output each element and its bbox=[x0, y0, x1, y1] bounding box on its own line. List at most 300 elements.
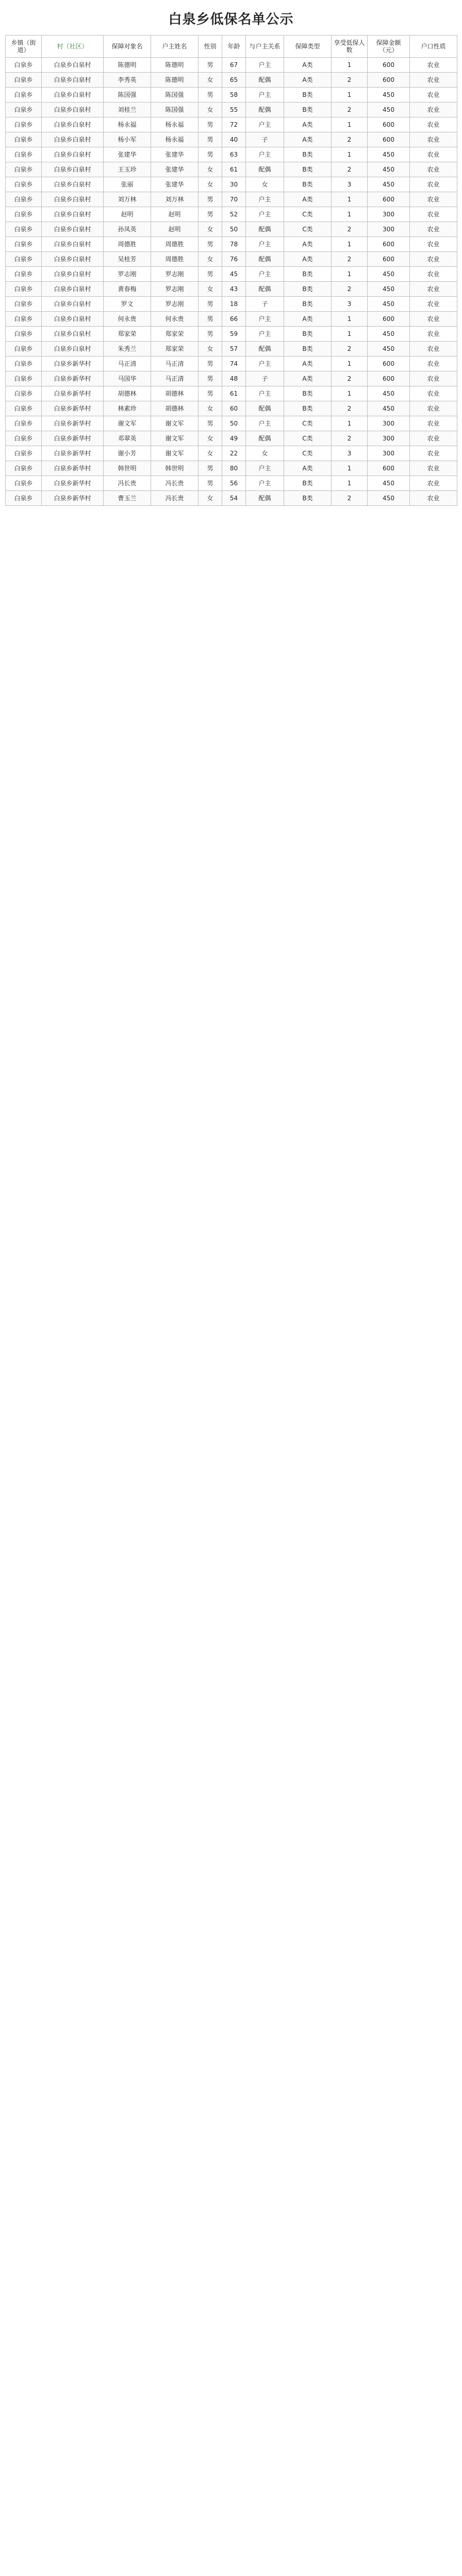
table-cell: 农业 bbox=[410, 357, 457, 371]
table-cell: 白泉乡 bbox=[6, 58, 42, 73]
table-row bbox=[6, 476, 457, 491]
table-cell: 450 bbox=[368, 147, 410, 162]
table-cell: 户主 bbox=[246, 117, 284, 132]
table-cell: 白泉乡新华村 bbox=[42, 476, 104, 491]
table-cell: 农业 bbox=[410, 446, 457, 461]
table-cell: 农业 bbox=[410, 371, 457, 386]
table-cell: 配偶 bbox=[246, 73, 284, 88]
table-cell: 600 bbox=[368, 73, 410, 88]
table-cell: 59 bbox=[222, 327, 246, 342]
table-cell: 白泉乡 bbox=[6, 357, 42, 371]
table-cell: 配偶 bbox=[246, 401, 284, 416]
table-cell: 2 bbox=[332, 401, 368, 416]
table-cell: 杨永福 bbox=[151, 117, 199, 132]
table-cell: 农业 bbox=[410, 327, 457, 342]
table-cell: 300 bbox=[368, 446, 410, 461]
table-cell: 女 bbox=[199, 491, 222, 506]
table-cell: 杨小军 bbox=[104, 132, 151, 147]
table-row bbox=[6, 386, 457, 401]
table-cell: 1 bbox=[332, 267, 368, 282]
table-cell: 22 bbox=[222, 446, 246, 461]
column-header: 保障类型 bbox=[284, 36, 332, 58]
table-cell: 白泉乡新华村 bbox=[42, 491, 104, 506]
column-header: 年龄 bbox=[222, 36, 246, 58]
table-cell: 300 bbox=[368, 222, 410, 237]
table-cell: 白泉乡新华村 bbox=[42, 401, 104, 416]
table-cell: 600 bbox=[368, 461, 410, 476]
table-cell: A类 bbox=[284, 252, 332, 267]
table-cell: 男 bbox=[199, 371, 222, 386]
table-cell: 300 bbox=[368, 207, 410, 222]
table-cell: A类 bbox=[284, 117, 332, 132]
table-cell: 农业 bbox=[410, 132, 457, 147]
table-cell: 48 bbox=[222, 371, 246, 386]
table-cell: 张建华 bbox=[151, 147, 199, 162]
table-cell: 农业 bbox=[410, 103, 457, 117]
table-cell: 马正清 bbox=[151, 371, 199, 386]
table-cell: 农业 bbox=[410, 461, 457, 476]
table-cell: 刘桂兰 bbox=[104, 103, 151, 117]
table-cell: 户主 bbox=[246, 327, 284, 342]
table-cell: 白泉乡新华村 bbox=[42, 461, 104, 476]
table-cell: 户主 bbox=[246, 267, 284, 282]
table-cell: 子 bbox=[246, 371, 284, 386]
table-cell: 65 bbox=[222, 73, 246, 88]
table-cell: 周德胜 bbox=[151, 252, 199, 267]
table-cell: 43 bbox=[222, 282, 246, 297]
table-row bbox=[6, 297, 457, 312]
table-cell: 2 bbox=[332, 73, 368, 88]
table-cell: 白泉乡新华村 bbox=[42, 386, 104, 401]
table-cell: B类 bbox=[284, 88, 332, 103]
table-cell: 72 bbox=[222, 117, 246, 132]
table-cell: 白泉乡 bbox=[6, 491, 42, 506]
table-cell: 80 bbox=[222, 461, 246, 476]
table-cell: 男 bbox=[199, 461, 222, 476]
table-cell: 杨永福 bbox=[151, 132, 199, 147]
table-cell: 50 bbox=[222, 416, 246, 431]
table-cell: 54 bbox=[222, 491, 246, 506]
table-cell: 何永贵 bbox=[104, 312, 151, 327]
table-cell: 陈德明 bbox=[151, 58, 199, 73]
table-cell: 刘万林 bbox=[151, 192, 199, 207]
table-cell: 白泉乡新华村 bbox=[42, 371, 104, 386]
table-cell: 1 bbox=[332, 312, 368, 327]
table-cell: 男 bbox=[199, 117, 222, 132]
table-cell: 女 bbox=[199, 103, 222, 117]
table-cell: 300 bbox=[368, 431, 410, 446]
table-cell: 陈德明 bbox=[104, 58, 151, 73]
table-cell: 冯长贵 bbox=[151, 491, 199, 506]
table-cell: 女 bbox=[199, 401, 222, 416]
table-cell: B类 bbox=[284, 177, 332, 192]
table-cell: 马国华 bbox=[104, 371, 151, 386]
table-cell: 55 bbox=[222, 103, 246, 117]
table-cell: 陈德明 bbox=[151, 73, 199, 88]
table-cell: 冯长贵 bbox=[151, 476, 199, 491]
table-cell: 白泉乡白泉村 bbox=[42, 177, 104, 192]
table-cell: 白泉乡 bbox=[6, 237, 42, 252]
table-cell: 冯长贵 bbox=[104, 476, 151, 491]
table-cell: 邓翠英 bbox=[104, 431, 151, 446]
table-row bbox=[6, 312, 457, 327]
table-cell: 配偶 bbox=[246, 103, 284, 117]
table-cell: 白泉乡 bbox=[6, 297, 42, 312]
table-cell: 子 bbox=[246, 297, 284, 312]
table-cell: 户主 bbox=[246, 237, 284, 252]
table-cell: B类 bbox=[284, 147, 332, 162]
table-cell: 罗文 bbox=[104, 297, 151, 312]
table-cell: 郑家荣 bbox=[151, 342, 199, 357]
table-cell: 吴桂芳 bbox=[104, 252, 151, 267]
table-row bbox=[6, 282, 457, 297]
table-row bbox=[6, 401, 457, 416]
table-cell: 1 bbox=[332, 416, 368, 431]
table-cell: 白泉乡 bbox=[6, 177, 42, 192]
table-cell: 女 bbox=[199, 431, 222, 446]
table-row bbox=[6, 267, 457, 282]
table-cell: 农业 bbox=[410, 491, 457, 506]
table-cell: 450 bbox=[368, 103, 410, 117]
table-cell: 赵明 bbox=[151, 222, 199, 237]
table-cell: 男 bbox=[199, 386, 222, 401]
table-cell: 白泉乡新华村 bbox=[42, 446, 104, 461]
table-cell: C类 bbox=[284, 222, 332, 237]
table-cell: 农业 bbox=[410, 342, 457, 357]
table-cell: 女 bbox=[199, 282, 222, 297]
table-cell: 450 bbox=[368, 327, 410, 342]
table-cell: 1 bbox=[332, 327, 368, 342]
table-cell: 农业 bbox=[410, 222, 457, 237]
table-cell: A类 bbox=[284, 357, 332, 371]
table-cell: 男 bbox=[199, 132, 222, 147]
table-cell: 白泉乡白泉村 bbox=[42, 73, 104, 88]
table-cell: 白泉乡白泉村 bbox=[42, 237, 104, 252]
table-cell: 配偶 bbox=[246, 431, 284, 446]
table-cell: B类 bbox=[284, 282, 332, 297]
table-cell: 白泉乡 bbox=[6, 282, 42, 297]
column-header: 户口性质 bbox=[410, 36, 457, 58]
page-title: 白泉乡低保名单公示 bbox=[168, 12, 294, 27]
table-row bbox=[6, 491, 457, 506]
table-cell: 配偶 bbox=[246, 282, 284, 297]
column-header: 保障金额（元） bbox=[368, 36, 410, 58]
table-cell: 农业 bbox=[410, 267, 457, 282]
table-cell: 户主 bbox=[246, 192, 284, 207]
table-cell: 农业 bbox=[410, 88, 457, 103]
table-cell: 男 bbox=[199, 297, 222, 312]
column-header: 与户主关系 bbox=[246, 36, 284, 58]
table-cell: 60 bbox=[222, 401, 246, 416]
table-cell: 户主 bbox=[246, 147, 284, 162]
table-cell: 罗志刚 bbox=[151, 282, 199, 297]
table-cell: 农业 bbox=[410, 416, 457, 431]
table-cell: 白泉乡 bbox=[6, 461, 42, 476]
table-cell: 郑家荣 bbox=[104, 327, 151, 342]
table-cell: 何永贵 bbox=[151, 312, 199, 327]
table-cell: 农业 bbox=[410, 476, 457, 491]
table-cell: 曹玉兰 bbox=[104, 491, 151, 506]
table-cell: 农业 bbox=[410, 312, 457, 327]
table-cell: 张建华 bbox=[151, 162, 199, 177]
page bbox=[5, 0, 457, 506]
table-cell: 张建华 bbox=[151, 177, 199, 192]
table-cell: 男 bbox=[199, 416, 222, 431]
table-body bbox=[6, 58, 457, 506]
table-cell: 白泉乡新华村 bbox=[42, 416, 104, 431]
table-cell: 白泉乡 bbox=[6, 73, 42, 88]
table-cell: 白泉乡 bbox=[6, 401, 42, 416]
table-cell: 白泉乡 bbox=[6, 267, 42, 282]
table-cell: 58 bbox=[222, 88, 246, 103]
table-cell: 50 bbox=[222, 222, 246, 237]
table-header-row bbox=[6, 36, 457, 58]
table-cell: 45 bbox=[222, 267, 246, 282]
table-cell: 朱秀兰 bbox=[104, 342, 151, 357]
table-row bbox=[6, 177, 457, 192]
table-cell: 杨永福 bbox=[104, 117, 151, 132]
table-cell: 白泉乡白泉村 bbox=[42, 162, 104, 177]
table-cell: 农业 bbox=[410, 192, 457, 207]
table-cell: 男 bbox=[199, 147, 222, 162]
table-cell: A类 bbox=[284, 312, 332, 327]
table-cell: 白泉乡 bbox=[6, 252, 42, 267]
table-cell: 白泉乡 bbox=[6, 416, 42, 431]
table-cell: 白泉乡白泉村 bbox=[42, 192, 104, 207]
table-cell: 女 bbox=[246, 177, 284, 192]
table-cell: A类 bbox=[284, 192, 332, 207]
table-cell: 陈国强 bbox=[104, 88, 151, 103]
table-cell: 600 bbox=[368, 371, 410, 386]
table-cell: 600 bbox=[368, 132, 410, 147]
table-cell: 600 bbox=[368, 58, 410, 73]
table-cell: 白泉乡 bbox=[6, 342, 42, 357]
table-cell: 49 bbox=[222, 431, 246, 446]
table-cell: 谢小芳 bbox=[104, 446, 151, 461]
table-cell: 78 bbox=[222, 237, 246, 252]
table-cell: B类 bbox=[284, 401, 332, 416]
table-cell: 1 bbox=[332, 237, 368, 252]
table-cell: 胡德林 bbox=[151, 401, 199, 416]
table-cell: 白泉乡新华村 bbox=[42, 431, 104, 446]
table-cell: 男 bbox=[199, 327, 222, 342]
table-cell: 白泉乡 bbox=[6, 103, 42, 117]
table-cell: 户主 bbox=[246, 357, 284, 371]
table-cell: 2 bbox=[332, 252, 368, 267]
table-cell: 女 bbox=[199, 446, 222, 461]
table-cell: 76 bbox=[222, 252, 246, 267]
table-cell: 450 bbox=[368, 88, 410, 103]
table-cell: 450 bbox=[368, 297, 410, 312]
table-cell: 子 bbox=[246, 132, 284, 147]
table-cell: B类 bbox=[284, 386, 332, 401]
table-row bbox=[6, 431, 457, 446]
table-cell: 农业 bbox=[410, 282, 457, 297]
table-cell: 张建华 bbox=[104, 147, 151, 162]
table-cell: 2 bbox=[332, 103, 368, 117]
table-cell: 陈国强 bbox=[151, 103, 199, 117]
table-cell: 1 bbox=[332, 461, 368, 476]
table-cell: B类 bbox=[284, 491, 332, 506]
table-cell: 赵明 bbox=[104, 207, 151, 222]
table-cell: 450 bbox=[368, 386, 410, 401]
table-cell: 赵明 bbox=[151, 207, 199, 222]
table-cell: C类 bbox=[284, 446, 332, 461]
table-cell: 白泉乡 bbox=[6, 132, 42, 147]
table-cell: 男 bbox=[199, 237, 222, 252]
table-cell: 61 bbox=[222, 162, 246, 177]
table-cell: 白泉乡 bbox=[6, 207, 42, 222]
table-cell: 600 bbox=[368, 237, 410, 252]
table-cell: 农业 bbox=[410, 147, 457, 162]
column-header: 性别 bbox=[199, 36, 222, 58]
table-cell: 周德胜 bbox=[104, 237, 151, 252]
table-cell: B类 bbox=[284, 162, 332, 177]
table-cell: 白泉乡白泉村 bbox=[42, 312, 104, 327]
table-cell: 配偶 bbox=[246, 491, 284, 506]
table-cell: 胡德林 bbox=[151, 386, 199, 401]
table-row bbox=[6, 416, 457, 431]
table-cell: 胡德林 bbox=[104, 386, 151, 401]
table-cell: 户主 bbox=[246, 386, 284, 401]
table-cell: 57 bbox=[222, 342, 246, 357]
table-cell: 农业 bbox=[410, 431, 457, 446]
table-cell: 1 bbox=[332, 386, 368, 401]
table-cell: A类 bbox=[284, 371, 332, 386]
table-cell: 1 bbox=[332, 476, 368, 491]
column-header: 户主姓名 bbox=[151, 36, 199, 58]
table-cell: 450 bbox=[368, 401, 410, 416]
table-cell: 300 bbox=[368, 416, 410, 431]
table-cell: 白泉乡 bbox=[6, 117, 42, 132]
table-cell: 白泉乡白泉村 bbox=[42, 58, 104, 73]
table-cell: 配偶 bbox=[246, 252, 284, 267]
table-cell: B类 bbox=[284, 327, 332, 342]
table-cell: 450 bbox=[368, 476, 410, 491]
table-cell: 农业 bbox=[410, 252, 457, 267]
table-cell: 2 bbox=[332, 162, 368, 177]
table-cell: 白泉乡白泉村 bbox=[42, 88, 104, 103]
table-row bbox=[6, 371, 457, 386]
table-cell: 600 bbox=[368, 252, 410, 267]
table-cell: 男 bbox=[199, 207, 222, 222]
table-cell: B类 bbox=[284, 103, 332, 117]
table-cell: 450 bbox=[368, 162, 410, 177]
table-cell: 40 bbox=[222, 132, 246, 147]
table-cell: 罗志刚 bbox=[104, 267, 151, 282]
table-cell: 陈国强 bbox=[151, 88, 199, 103]
table-cell: 农业 bbox=[410, 177, 457, 192]
table-row bbox=[6, 327, 457, 342]
table-cell: 600 bbox=[368, 312, 410, 327]
table-cell: 男 bbox=[199, 192, 222, 207]
table-cell: 韩世明 bbox=[104, 461, 151, 476]
table-cell: 52 bbox=[222, 207, 246, 222]
table-cell: 2 bbox=[332, 132, 368, 147]
table-cell: 农业 bbox=[410, 117, 457, 132]
table-cell: 配偶 bbox=[246, 222, 284, 237]
table-cell: 白泉乡白泉村 bbox=[42, 282, 104, 297]
table-cell: 白泉乡 bbox=[6, 88, 42, 103]
table-cell: 女 bbox=[199, 222, 222, 237]
table-cell: A类 bbox=[284, 132, 332, 147]
table-row bbox=[6, 73, 457, 88]
table-cell: B类 bbox=[284, 476, 332, 491]
table-row bbox=[6, 342, 457, 357]
table-row bbox=[6, 237, 457, 252]
table-cell: 白泉乡白泉村 bbox=[42, 297, 104, 312]
table-cell: 户主 bbox=[246, 416, 284, 431]
table-cell: 男 bbox=[199, 58, 222, 73]
table-cell: 白泉乡 bbox=[6, 147, 42, 162]
table-cell: A类 bbox=[284, 58, 332, 73]
table-row bbox=[6, 207, 457, 222]
table-cell: 男 bbox=[199, 88, 222, 103]
table-cell: 农业 bbox=[410, 162, 457, 177]
table-row bbox=[6, 147, 457, 162]
table-cell: 女 bbox=[199, 73, 222, 88]
roster-table bbox=[5, 35, 457, 506]
table-cell: 30 bbox=[222, 177, 246, 192]
table-cell: 白泉乡 bbox=[6, 386, 42, 401]
table-cell: 农业 bbox=[410, 297, 457, 312]
table-cell: 女 bbox=[246, 446, 284, 461]
table-cell: 女 bbox=[199, 177, 222, 192]
table-cell: 谢文军 bbox=[151, 446, 199, 461]
table-cell: 李秀英 bbox=[104, 73, 151, 88]
table-cell: 74 bbox=[222, 357, 246, 371]
table-row bbox=[6, 222, 457, 237]
table-cell: A类 bbox=[284, 73, 332, 88]
table-cell: C类 bbox=[284, 207, 332, 222]
table-cell: 谢文军 bbox=[151, 431, 199, 446]
table-cell: 1 bbox=[332, 58, 368, 73]
table-cell: 18 bbox=[222, 297, 246, 312]
table-cell: 3 bbox=[332, 177, 368, 192]
table-cell: 2 bbox=[332, 222, 368, 237]
table-cell: B类 bbox=[284, 297, 332, 312]
table-cell: 户主 bbox=[246, 476, 284, 491]
table-cell: 白泉乡新华村 bbox=[42, 357, 104, 371]
table-cell: 农业 bbox=[410, 73, 457, 88]
table-cell: 女 bbox=[199, 162, 222, 177]
table-cell: 450 bbox=[368, 282, 410, 297]
table-cell: 1 bbox=[332, 88, 368, 103]
table-cell: 白泉乡 bbox=[6, 371, 42, 386]
table-cell: 王玉珍 bbox=[104, 162, 151, 177]
table-cell: 配偶 bbox=[246, 162, 284, 177]
table-cell: 66 bbox=[222, 312, 246, 327]
table-cell: 罗志刚 bbox=[151, 267, 199, 282]
table-cell: 白泉乡 bbox=[6, 312, 42, 327]
table-row bbox=[6, 58, 457, 73]
table-cell: 韩世明 bbox=[151, 461, 199, 476]
table-cell: 白泉乡 bbox=[6, 162, 42, 177]
table-cell: 白泉乡白泉村 bbox=[42, 207, 104, 222]
table-cell: 周德胜 bbox=[151, 237, 199, 252]
table-cell: C类 bbox=[284, 431, 332, 446]
table-cell: 白泉乡 bbox=[6, 446, 42, 461]
table-cell: 白泉乡白泉村 bbox=[42, 252, 104, 267]
table-cell: B类 bbox=[284, 267, 332, 282]
table-cell: 农业 bbox=[410, 58, 457, 73]
table-cell: 67 bbox=[222, 58, 246, 73]
table-cell: 白泉乡 bbox=[6, 476, 42, 491]
table-cell: 450 bbox=[368, 491, 410, 506]
table-cell: 户主 bbox=[246, 312, 284, 327]
column-header: 保障对象名 bbox=[104, 36, 151, 58]
table-cell: 谢文军 bbox=[151, 416, 199, 431]
